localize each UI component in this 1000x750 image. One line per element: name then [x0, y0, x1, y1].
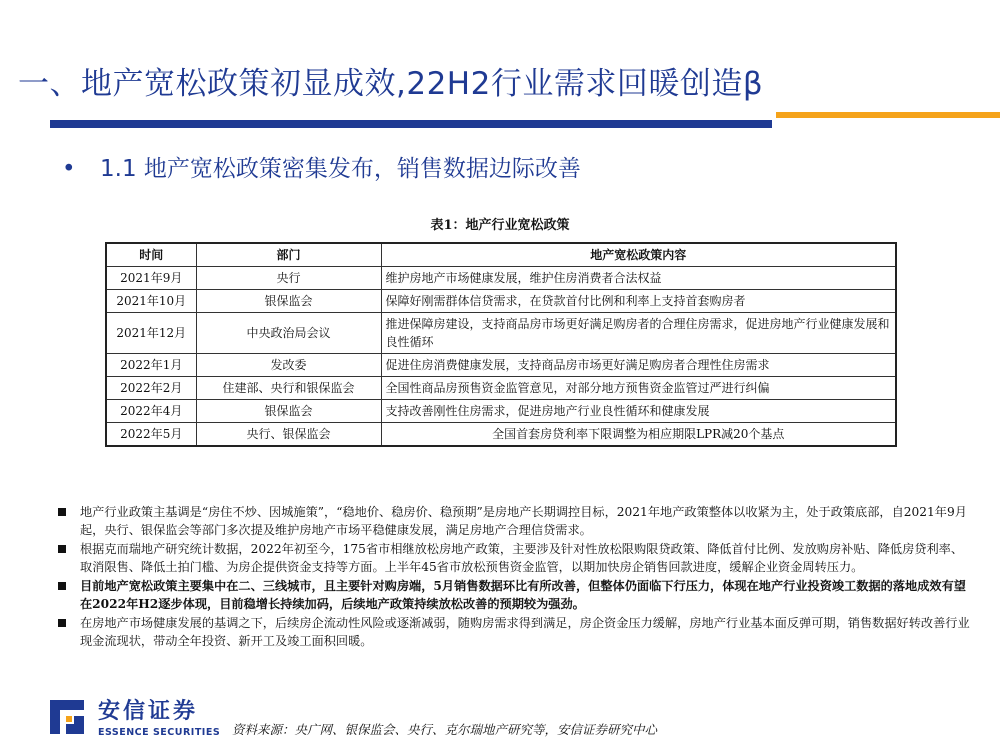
table-row — [106, 423, 896, 447]
cell-content: 全国首套房贷利率下限调整为相应期限LPR减20个基点 — [381, 423, 896, 447]
cell-department: 央行、银保监会 — [196, 423, 381, 447]
title-underline-blue — [50, 120, 772, 128]
cell-time: 2022年4月 — [106, 400, 196, 423]
table-header-row — [106, 243, 896, 267]
cell-department: 央行 — [196, 267, 381, 290]
cell-department: 住建部、央行和银保监会 — [196, 377, 381, 400]
bullet-text: 地产行业政策主基调是“房住不炒、因城施策”，“稳地价、稳房价、稳预期”是房地产长期调控目标，2021年地产政策整体以收紧为主，处于政策底部，自2021年9月起，央行、银保监会等部门多次提及维护房地产市场平稳健康发展，满足房地产合理信贷需求。 — [80, 505, 967, 537]
bullet-text: 根据克而瑞地产研究统计数据，2022年初至今，175省市相继放松房地产政策，主要涉及针对性放松限购限贷政策、降低首付比例、发放购房补贴、降低房贷利率、取消限售、降低土拍门槛、为房企提供资金支持等方面。上半年45省市放松预售资金监管，以期加快房企销售回款进度，缓解企业资金周转压力。 — [80, 542, 964, 574]
logo-name-en: ESSENCE SECURITIES — [98, 727, 221, 738]
subtitle-bullet: • — [62, 156, 76, 182]
header-department: 部门 — [196, 243, 381, 267]
cell-department: 银保监会 — [196, 290, 381, 313]
bullet-list — [58, 503, 970, 651]
square-bullet-icon — [58, 545, 66, 553]
cell-time: 2022年5月 — [106, 423, 196, 447]
table-row — [106, 400, 896, 423]
source-note: 资料来源：央广网、银保监会、央行、克尔瑞地产研究等，安信证券研究中心 — [232, 722, 658, 737]
cell-time: 2021年12月 — [106, 313, 196, 354]
square-bullet-icon — [58, 582, 66, 590]
cell-time: 2022年1月 — [106, 354, 196, 377]
square-bullet-icon — [58, 619, 66, 627]
cell-content: 维护房地产市场健康发展，维护住房消费者合法权益 — [381, 267, 896, 290]
bullet-text: 在房地产市场健康发展的基调之下，后续房企流动性风险或逐渐减弱，随购房需求得到满足，房企资金压力缓解，房地产行业基本面反弹可期，销售数据好转改善行业现金流现状，带动全年投资、新开工及竣工面积回暖。 — [80, 616, 970, 648]
cell-department: 发改委 — [196, 354, 381, 377]
table-row — [106, 290, 896, 313]
table-row — [106, 313, 896, 354]
section-subtitle — [62, 150, 581, 183]
policy-table — [105, 242, 897, 447]
cell-department: 中央政治局会议 — [196, 313, 381, 354]
cell-department: 银保监会 — [196, 400, 381, 423]
cell-time: 2021年9月 — [106, 267, 196, 290]
table-row — [106, 267, 896, 290]
title-underline-orange — [776, 112, 1000, 118]
subtitle-text: 1.1 地产宽松政策密集发布，销售数据边际改善 — [100, 156, 581, 182]
cell-content: 全国性商品房预售资金监管意见，对部分地方预售资金监管过严进行纠偏 — [381, 377, 896, 400]
cell-time: 2021年10月 — [106, 290, 196, 313]
cell-content: 推进保障房建设，支持商品房市场更好满足购房者的合理住房需求，促进房地产行业健康发展和良性循环 — [381, 313, 896, 354]
logo-name-cn: 安信证券 — [98, 699, 199, 724]
essence-logo-icon — [46, 696, 88, 738]
page-title: 一、地产宽松政策初显成效,22H2行业需求回暖创造β — [18, 66, 764, 102]
square-bullet-icon — [58, 508, 66, 516]
table-row — [106, 377, 896, 400]
cell-content: 保障好刚需群体信贷需求，在贷款首付比例和利率上支持首套购房者 — [381, 290, 896, 313]
bullet-item — [58, 503, 970, 539]
table-caption: 表1：地产行业宽松政策 — [430, 218, 570, 233]
header-content: 地产宽松政策内容 — [381, 243, 896, 267]
bullet-item — [58, 614, 970, 650]
cell-time: 2022年2月 — [106, 377, 196, 400]
bullet-item-emphasis — [58, 577, 970, 613]
bullet-item — [58, 540, 970, 576]
company-logo — [46, 692, 226, 748]
table-row — [106, 354, 896, 377]
cell-content: 支持改善刚性住房需求，促进房地产行业良性循环和健康发展 — [381, 400, 896, 423]
header-time: 时间 — [106, 243, 196, 267]
cell-content: 促进住房消费健康发展，支持商品房市场更好满足购房者合理性住房需求 — [381, 354, 896, 377]
bullet-text: 目前地产宽松政策主要集中在二、三线城市，且主要针对购房端，5月销售数据环比有所改善，但整体仍面临下行压力，体现在地产行业投资竣工数据的落地成效有望在2022年H2逐步体现，目前稳增长持续加码，后续地产政策持续放松改善的预期较为强劲。 — [80, 579, 966, 611]
